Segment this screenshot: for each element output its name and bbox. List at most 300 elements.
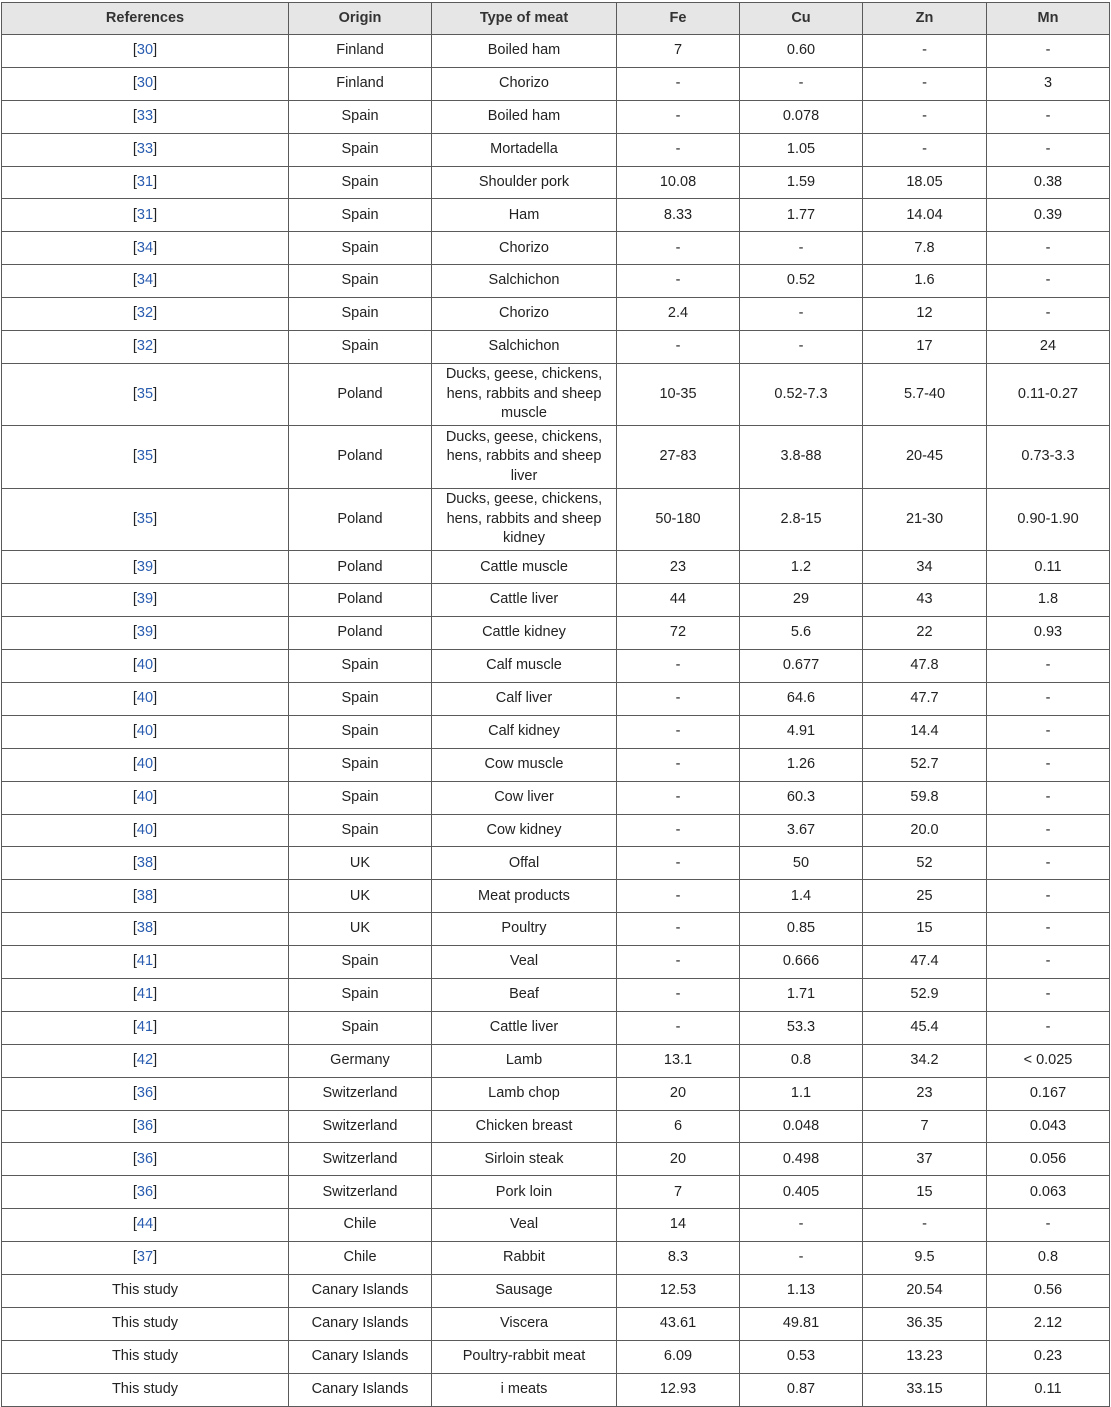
meat-type-cell: Salchichon xyxy=(432,331,617,364)
bracket-close: ] xyxy=(153,1183,158,1200)
table-row xyxy=(2,814,1110,847)
bracket-open: [ xyxy=(132,624,137,641)
meat-type-cell: Ducks, geese, chickens, hens, rabbits and sheep kidney xyxy=(432,488,617,551)
table-row xyxy=(2,100,1110,133)
reference-cell xyxy=(2,650,289,683)
table-row xyxy=(2,847,1110,880)
reference-cell xyxy=(2,1044,289,1077)
zn-cell: 7.8 xyxy=(863,232,987,265)
bracket-open: [ xyxy=(132,75,137,92)
table-row xyxy=(2,715,1110,748)
zn-cell: 5.7-40 xyxy=(863,363,987,426)
meat-type-cell: Sausage xyxy=(432,1275,617,1308)
zn-cell: 20.0 xyxy=(863,814,987,847)
reference-cell xyxy=(2,1242,289,1275)
mn-cell: 0.90-1.90 xyxy=(987,488,1110,551)
fe-cell: 43.61 xyxy=(617,1307,740,1340)
zn-cell: 52 xyxy=(863,847,987,880)
reference-link[interactable]: 39 xyxy=(136,591,154,608)
zn-cell: 52.7 xyxy=(863,748,987,781)
bracket-close: ] xyxy=(153,140,158,157)
meat-type-cell: Cow kidney xyxy=(432,814,617,847)
bracket-open: [ xyxy=(132,1183,137,1200)
bracket-open: [ xyxy=(132,1019,137,1036)
bracket-close: ] xyxy=(153,272,158,289)
zn-cell: 34 xyxy=(863,551,987,584)
zn-cell: 14.04 xyxy=(863,199,987,232)
bracket-open: [ xyxy=(132,239,137,256)
cu-cell: 0.666 xyxy=(740,946,863,979)
cu-cell: 0.677 xyxy=(740,650,863,683)
bracket-close: ] xyxy=(153,1117,158,1134)
cu-cell: 0.52-7.3 xyxy=(740,363,863,426)
cu-cell: 0.078 xyxy=(740,100,863,133)
meat-type-cell: i meats xyxy=(432,1373,617,1406)
reference-link[interactable]: 35 xyxy=(136,448,154,465)
bracket-open: [ xyxy=(132,1150,137,1167)
reference-cell xyxy=(2,488,289,551)
cu-cell: 3.8-88 xyxy=(740,426,863,489)
table-row xyxy=(2,331,1110,364)
col-header-type-of-meat: Type of meat xyxy=(432,3,617,35)
fe-cell: 50-180 xyxy=(617,488,740,551)
mn-cell: 0.56 xyxy=(987,1275,1110,1308)
reference-cell xyxy=(2,1011,289,1044)
origin-cell: Finland xyxy=(289,67,432,100)
reference-link[interactable]: 36 xyxy=(136,1084,154,1101)
reference-link[interactable]: 39 xyxy=(136,624,154,641)
bracket-open: [ xyxy=(132,723,137,740)
bracket-open: [ xyxy=(132,690,137,707)
mn-cell: 0.93 xyxy=(987,617,1110,650)
mn-cell: 0.056 xyxy=(987,1143,1110,1176)
fe-cell: - xyxy=(617,232,740,265)
bracket-open: [ xyxy=(132,788,137,805)
reference-link[interactable]: 32 xyxy=(136,305,154,322)
bracket-close: ] xyxy=(153,1150,158,1167)
table-row xyxy=(2,748,1110,781)
cu-cell: 0.85 xyxy=(740,913,863,946)
table-row xyxy=(2,265,1110,298)
bracket-open: [ xyxy=(132,953,137,970)
zn-cell: 25 xyxy=(863,880,987,913)
zn-cell: 23 xyxy=(863,1077,987,1110)
fe-cell: - xyxy=(617,650,740,683)
bracket-close: ] xyxy=(153,107,158,124)
origin-cell: Spain xyxy=(289,133,432,166)
reference-cell xyxy=(2,35,289,68)
zn-cell: 47.4 xyxy=(863,946,987,979)
zn-cell: - xyxy=(863,1209,987,1242)
fe-cell: 13.1 xyxy=(617,1044,740,1077)
origin-cell: Spain xyxy=(289,265,432,298)
fe-cell: 12.93 xyxy=(617,1373,740,1406)
reference-link[interactable]: 40 xyxy=(136,690,154,707)
bracket-close: ] xyxy=(153,42,158,59)
zn-cell: 20-45 xyxy=(863,426,987,489)
cu-cell: 1.1 xyxy=(740,1077,863,1110)
mn-cell: - xyxy=(987,748,1110,781)
table-row xyxy=(2,363,1110,426)
mn-cell: < 0.025 xyxy=(987,1044,1110,1077)
fe-cell: 72 xyxy=(617,617,740,650)
cu-cell: - xyxy=(740,232,863,265)
reference-link[interactable]: 42 xyxy=(136,1051,154,1068)
reference-cell xyxy=(2,781,289,814)
reference-link[interactable]: 41 xyxy=(136,953,154,970)
bracket-close: ] xyxy=(153,755,158,772)
bracket-open: [ xyxy=(132,338,137,355)
bracket-open: [ xyxy=(132,42,137,59)
header-row xyxy=(2,3,1110,35)
reference-cell xyxy=(2,978,289,1011)
origin-cell: Chile xyxy=(289,1209,432,1242)
meat-type-cell: Cattle kidney xyxy=(432,617,617,650)
bracket-close: ] xyxy=(153,239,158,256)
zn-cell: 37 xyxy=(863,1143,987,1176)
mn-cell: 0.11 xyxy=(987,1373,1110,1406)
reference-cell xyxy=(2,551,289,584)
table-row xyxy=(2,880,1110,913)
reference-cell: This study xyxy=(2,1373,289,1406)
bracket-open: [ xyxy=(132,854,137,871)
origin-cell: Poland xyxy=(289,584,432,617)
reference-link[interactable]: 36 xyxy=(136,1150,154,1167)
reference-link[interactable]: 36 xyxy=(136,1183,154,1200)
fe-cell: - xyxy=(617,265,740,298)
bracket-close: ] xyxy=(153,1084,158,1101)
table-row xyxy=(2,1077,1110,1110)
reference-cell xyxy=(2,715,289,748)
mn-cell: 2.12 xyxy=(987,1307,1110,1340)
reference-link[interactable]: 33 xyxy=(136,140,154,157)
meat-type-cell: Ham xyxy=(432,199,617,232)
reference-link[interactable]: 34 xyxy=(136,239,154,256)
meat-type-cell: Boiled ham xyxy=(432,35,617,68)
fe-cell: 7 xyxy=(617,35,740,68)
reference-link[interactable]: 40 xyxy=(136,821,154,838)
reference-cell xyxy=(2,232,289,265)
fe-cell: - xyxy=(617,682,740,715)
mn-cell: 3 xyxy=(987,67,1110,100)
cu-cell: 3.67 xyxy=(740,814,863,847)
col-header-references: References xyxy=(2,3,289,35)
meat-type-cell: Cattle liver xyxy=(432,1011,617,1044)
bracket-open: [ xyxy=(132,755,137,772)
meat-type-cell: Chorizo xyxy=(432,67,617,100)
table-row xyxy=(2,166,1110,199)
zn-cell: - xyxy=(863,133,987,166)
origin-cell: Canary Islands xyxy=(289,1307,432,1340)
cu-cell: 0.60 xyxy=(740,35,863,68)
bracket-open: [ xyxy=(132,821,137,838)
origin-cell: Canary Islands xyxy=(289,1340,432,1373)
table-row xyxy=(2,617,1110,650)
reference-link[interactable]: 40 xyxy=(136,657,154,674)
mn-cell: - xyxy=(987,1209,1110,1242)
fe-cell: - xyxy=(617,67,740,100)
meat-type-cell: Cattle liver xyxy=(432,584,617,617)
bracket-open: [ xyxy=(132,510,137,527)
table-row xyxy=(2,1176,1110,1209)
mn-cell: - xyxy=(987,946,1110,979)
cu-cell: 1.77 xyxy=(740,199,863,232)
table-row xyxy=(2,551,1110,584)
bracket-close: ] xyxy=(153,448,158,465)
zn-cell: 12 xyxy=(863,298,987,331)
fe-cell: - xyxy=(617,100,740,133)
origin-cell: Canary Islands xyxy=(289,1373,432,1406)
cu-cell: 49.81 xyxy=(740,1307,863,1340)
bracket-open: [ xyxy=(132,448,137,465)
bracket-open: [ xyxy=(132,385,137,402)
reference-cell xyxy=(2,67,289,100)
zn-cell: 1.6 xyxy=(863,265,987,298)
table-row xyxy=(2,1143,1110,1176)
mn-cell: - xyxy=(987,913,1110,946)
table-row xyxy=(2,1242,1110,1275)
reference-link[interactable]: 36 xyxy=(136,1117,154,1134)
reference-link[interactable]: 44 xyxy=(136,1216,154,1233)
reference-cell xyxy=(2,913,289,946)
table-row xyxy=(2,1110,1110,1143)
zn-cell: 59.8 xyxy=(863,781,987,814)
origin-cell: UK xyxy=(289,880,432,913)
reference-cell xyxy=(2,748,289,781)
fe-cell: 20 xyxy=(617,1143,740,1176)
mn-cell: - xyxy=(987,232,1110,265)
bracket-open: [ xyxy=(132,1117,137,1134)
mn-cell: 0.167 xyxy=(987,1077,1110,1110)
bracket-close: ] xyxy=(153,75,158,92)
reference-cell xyxy=(2,1077,289,1110)
reference-link[interactable]: 41 xyxy=(136,986,154,1003)
cu-cell: 1.4 xyxy=(740,880,863,913)
bracket-close: ] xyxy=(153,920,158,937)
mn-cell: 0.38 xyxy=(987,166,1110,199)
mn-cell: 0.8 xyxy=(987,1242,1110,1275)
reference-link[interactable]: 34 xyxy=(136,272,154,289)
zn-cell: - xyxy=(863,67,987,100)
origin-cell: Poland xyxy=(289,488,432,551)
mn-cell: - xyxy=(987,880,1110,913)
origin-cell: Spain xyxy=(289,166,432,199)
bracket-close: ] xyxy=(153,657,158,674)
cu-cell: 0.048 xyxy=(740,1110,863,1143)
reference-cell xyxy=(2,1209,289,1242)
table-row xyxy=(2,426,1110,489)
fe-cell: - xyxy=(617,331,740,364)
meat-type-cell: Chorizo xyxy=(432,298,617,331)
bracket-open: [ xyxy=(132,1249,137,1266)
fe-cell: 10.08 xyxy=(617,166,740,199)
bracket-open: [ xyxy=(132,305,137,322)
origin-cell: Poland xyxy=(289,426,432,489)
bracket-open: [ xyxy=(132,591,137,608)
fe-cell: - xyxy=(617,978,740,1011)
mn-cell: 24 xyxy=(987,331,1110,364)
reference-cell xyxy=(2,331,289,364)
fe-cell: - xyxy=(617,781,740,814)
reference-cell xyxy=(2,363,289,426)
cu-cell: 4.91 xyxy=(740,715,863,748)
zn-cell: 9.5 xyxy=(863,1242,987,1275)
reference-link[interactable]: 35 xyxy=(136,385,154,402)
table-body xyxy=(2,35,1110,1407)
meat-type-cell: Veal xyxy=(432,1209,617,1242)
meat-type-cell: Shoulder pork xyxy=(432,166,617,199)
reference-link[interactable]: 30 xyxy=(136,42,154,59)
reference-cell xyxy=(2,1176,289,1209)
bracket-close: ] xyxy=(153,1249,158,1266)
reference-link[interactable]: 40 xyxy=(136,755,154,772)
zn-cell: 52.9 xyxy=(863,978,987,1011)
bracket-open: [ xyxy=(132,140,137,157)
origin-cell: Chile xyxy=(289,1242,432,1275)
reference-cell xyxy=(2,1110,289,1143)
bracket-close: ] xyxy=(153,558,158,575)
cu-cell: 1.59 xyxy=(740,166,863,199)
meat-type-cell: Beaf xyxy=(432,978,617,1011)
origin-cell: Spain xyxy=(289,682,432,715)
fe-cell: 6 xyxy=(617,1110,740,1143)
meat-type-cell: Cattle muscle xyxy=(432,551,617,584)
bracket-close: ] xyxy=(153,206,158,223)
table-row xyxy=(2,978,1110,1011)
reference-link[interactable]: 35 xyxy=(136,510,154,527)
zn-cell: 18.05 xyxy=(863,166,987,199)
fe-cell: - xyxy=(617,748,740,781)
bracket-close: ] xyxy=(153,854,158,871)
cu-cell: 1.13 xyxy=(740,1275,863,1308)
mn-cell: - xyxy=(987,133,1110,166)
mn-cell: - xyxy=(987,781,1110,814)
reference-link[interactable]: 30 xyxy=(136,75,154,92)
meat-type-cell: Chicken breast xyxy=(432,1110,617,1143)
bracket-open: [ xyxy=(132,657,137,674)
reference-cell: This study xyxy=(2,1275,289,1308)
meat-type-cell: Meat products xyxy=(432,880,617,913)
cu-cell: 50 xyxy=(740,847,863,880)
reference-link[interactable]: 40 xyxy=(136,723,154,740)
bracket-open: [ xyxy=(132,558,137,575)
fe-cell: 20 xyxy=(617,1077,740,1110)
zn-cell: 15 xyxy=(863,913,987,946)
meat-type-cell: Calf kidney xyxy=(432,715,617,748)
mn-cell: - xyxy=(987,265,1110,298)
table-row xyxy=(2,1044,1110,1077)
reference-cell xyxy=(2,100,289,133)
cu-cell: 1.26 xyxy=(740,748,863,781)
bracket-close: ] xyxy=(153,723,158,740)
meat-type-cell: Chorizo xyxy=(432,232,617,265)
meat-type-cell: Ducks, geese, chickens, hens, rabbits and sheep muscle xyxy=(432,363,617,426)
origin-cell: Finland xyxy=(289,35,432,68)
reference-cell xyxy=(2,426,289,489)
origin-cell: Spain xyxy=(289,100,432,133)
bracket-open: [ xyxy=(132,1051,137,1068)
zn-cell: - xyxy=(863,35,987,68)
bracket-close: ] xyxy=(153,1216,158,1233)
table-row xyxy=(2,650,1110,683)
meat-type-cell: Poultry xyxy=(432,913,617,946)
mn-cell: - xyxy=(987,100,1110,133)
fe-cell: - xyxy=(617,133,740,166)
zn-cell: 15 xyxy=(863,1176,987,1209)
fe-cell: - xyxy=(617,1011,740,1044)
meat-type-cell: Pork loin xyxy=(432,1176,617,1209)
zn-cell: 17 xyxy=(863,331,987,364)
reference-link[interactable]: 40 xyxy=(136,788,154,805)
fe-cell: - xyxy=(617,913,740,946)
reference-link[interactable]: 31 xyxy=(136,206,154,223)
bracket-close: ] xyxy=(153,788,158,805)
cu-cell: - xyxy=(740,298,863,331)
table-row xyxy=(2,1209,1110,1242)
col-header-origin: Origin xyxy=(289,3,432,35)
meat-type-cell: Calf liver xyxy=(432,682,617,715)
meat-type-cell: Cow liver xyxy=(432,781,617,814)
fe-cell: - xyxy=(617,880,740,913)
reference-link[interactable]: 41 xyxy=(136,1019,154,1036)
reference-link[interactable]: 39 xyxy=(136,558,154,575)
cu-cell: 29 xyxy=(740,584,863,617)
table-row xyxy=(2,1340,1110,1373)
reference-link[interactable]: 38 xyxy=(136,854,154,871)
fe-cell: 10-35 xyxy=(617,363,740,426)
meat-minerals-table xyxy=(1,2,1110,1407)
reference-link[interactable]: 38 xyxy=(136,920,154,937)
zn-cell: 45.4 xyxy=(863,1011,987,1044)
mn-cell: - xyxy=(987,715,1110,748)
bracket-open: [ xyxy=(132,1216,137,1233)
meat-type-cell: Boiled ham xyxy=(432,100,617,133)
bracket-open: [ xyxy=(132,986,137,1003)
cu-cell: - xyxy=(740,1242,863,1275)
origin-cell: Poland xyxy=(289,617,432,650)
bracket-close: ] xyxy=(153,173,158,190)
meat-type-cell: Salchichon xyxy=(432,265,617,298)
origin-cell: Canary Islands xyxy=(289,1275,432,1308)
reference-cell xyxy=(2,298,289,331)
reference-link[interactable]: 31 xyxy=(136,173,154,190)
reference-link[interactable]: 38 xyxy=(136,887,154,904)
cu-cell: 0.53 xyxy=(740,1340,863,1373)
reference-cell xyxy=(2,584,289,617)
table-row xyxy=(2,682,1110,715)
origin-cell: Switzerland xyxy=(289,1143,432,1176)
fe-cell: 44 xyxy=(617,584,740,617)
mn-cell: 0.23 xyxy=(987,1340,1110,1373)
meat-type-cell: Sirloin steak xyxy=(432,1143,617,1176)
bracket-close: ] xyxy=(153,510,158,527)
table-row xyxy=(2,1011,1110,1044)
zn-cell: 7 xyxy=(863,1110,987,1143)
fe-cell: - xyxy=(617,814,740,847)
meat-type-cell: Lamb chop xyxy=(432,1077,617,1110)
mn-cell: - xyxy=(987,1011,1110,1044)
reference-cell xyxy=(2,946,289,979)
mn-cell: - xyxy=(987,814,1110,847)
reference-cell xyxy=(2,166,289,199)
meat-type-cell: Lamb xyxy=(432,1044,617,1077)
reference-link[interactable]: 32 xyxy=(136,338,154,355)
fe-cell: - xyxy=(617,946,740,979)
reference-link[interactable]: 33 xyxy=(136,107,154,124)
bracket-close: ] xyxy=(153,385,158,402)
reference-link[interactable]: 37 xyxy=(136,1249,154,1266)
bracket-close: ] xyxy=(153,986,158,1003)
